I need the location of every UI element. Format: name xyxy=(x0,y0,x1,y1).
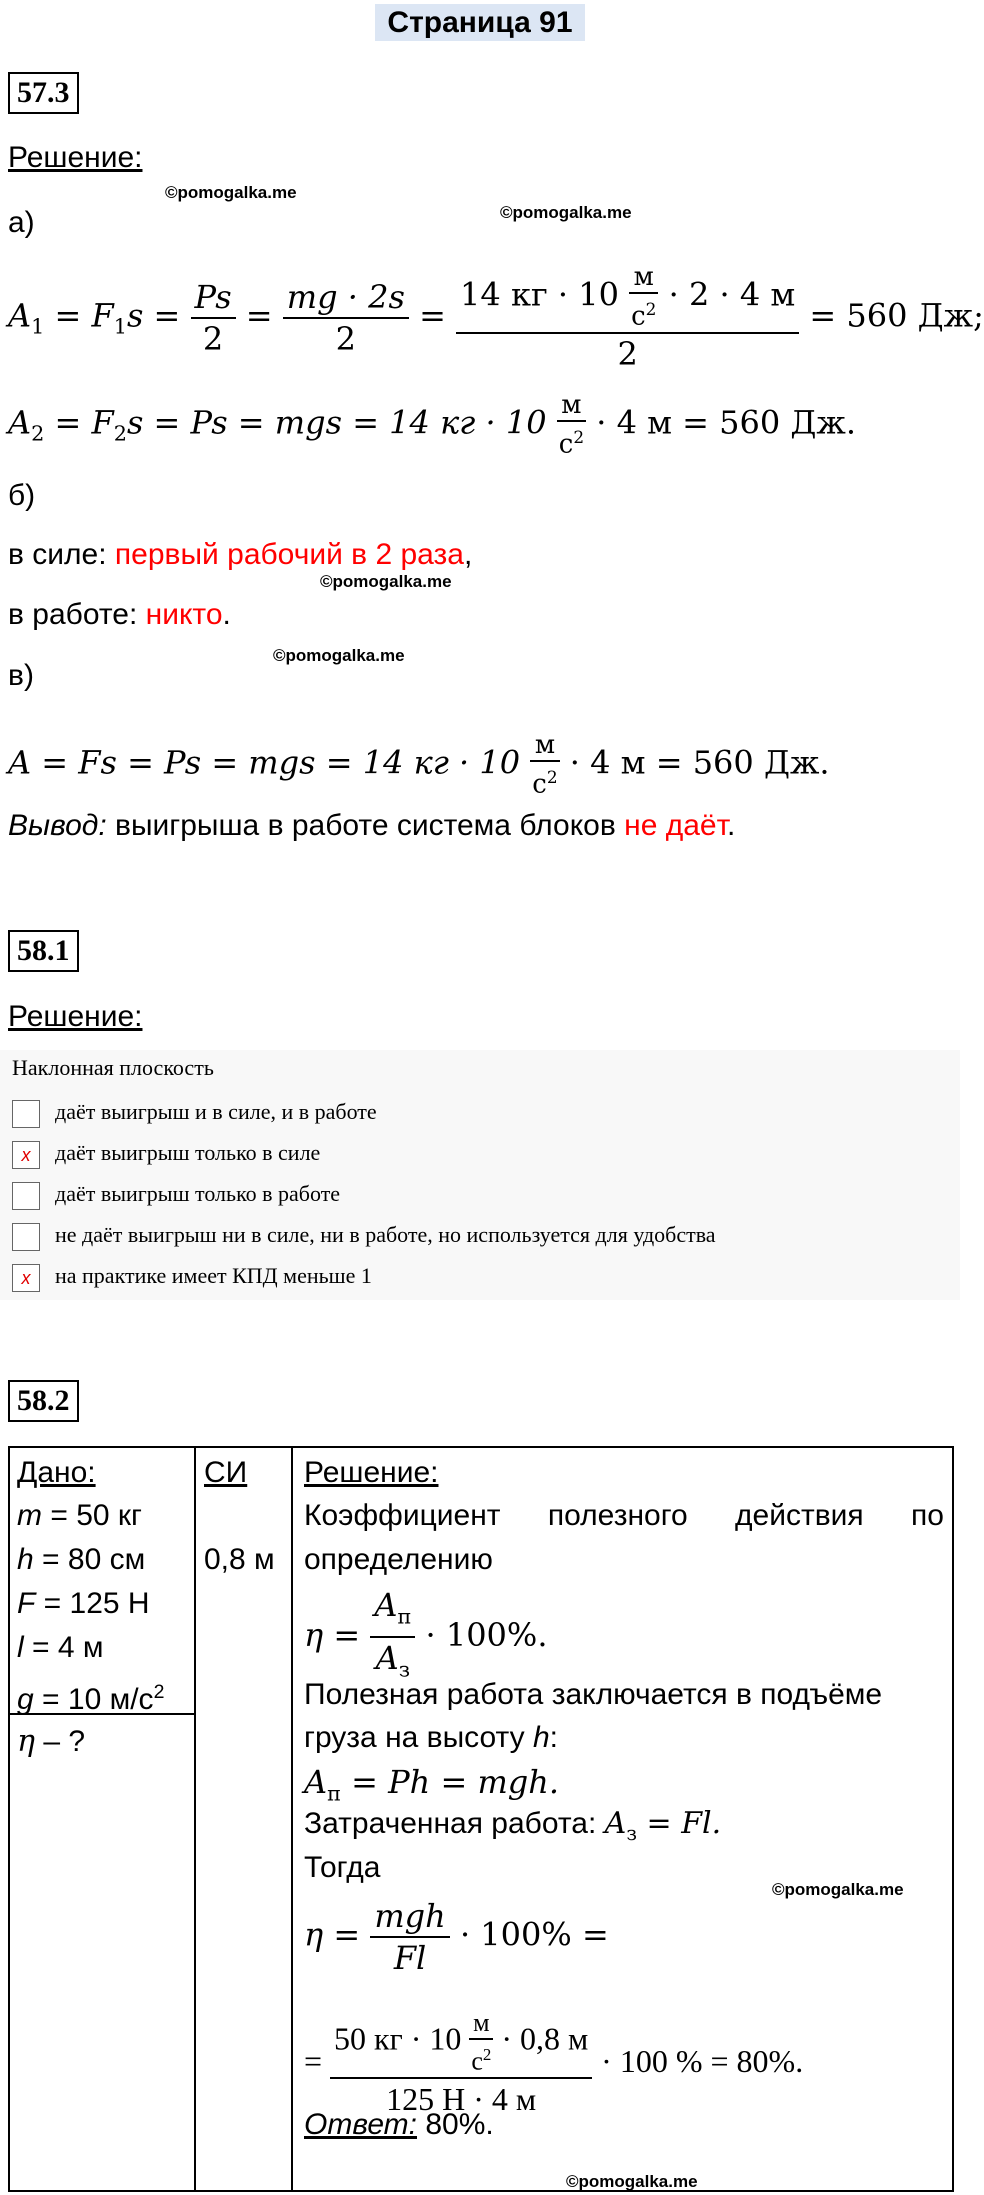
equation-work-2: $A_2 = F_2s = Ps$ = mgs = 14 кг · 10 м $с^2$ · 4 м = 560 Дж. xyxy=(8,390,857,460)
part-a-label: а) xyxy=(8,206,35,239)
table-divider xyxy=(291,1446,293,2192)
spent-work-line: Затраченная работа: $A_з = Fl$. xyxy=(304,1806,722,1845)
task-number-58-1: 58.1 xyxy=(8,930,79,972)
efficiency-formula-2: η = $\frac{\text{mgh}}{Fl}$ · 100% = xyxy=(304,1897,609,1977)
solution-text: груза на высоту h: xyxy=(304,1721,558,1754)
checklist-item-label: даёт выигрыш и в силе, и в работе xyxy=(55,1099,377,1124)
watermark: ©pomogalka.me xyxy=(273,646,405,665)
checkbox[interactable] xyxy=(12,1182,40,1210)
given-item: g = 10 $м/с^2$ xyxy=(17,1681,165,1716)
solution-text: Коэффициент полезного действия по xyxy=(304,1499,944,1532)
checklist-item-label: не даёт выигрыш ни в силе, ни в работе, но используется для удобства xyxy=(55,1222,716,1247)
checkbox[interactable]: x xyxy=(12,1141,40,1169)
equation-work-3: A = Fs = Ps = mgs = 14 кг · 10 м $с^2$ · 4 м = 560 Дж. xyxy=(8,730,830,800)
conclusion-line: Вывод: выигрыша в работе система блоков не даёт. xyxy=(8,809,736,842)
solution-text: Полезная работа заключается в подъёме xyxy=(304,1678,883,1711)
given-item: m = 50 кг xyxy=(17,1499,142,1532)
solution-text: Тогда xyxy=(304,1851,381,1884)
solution-text: определению xyxy=(304,1543,493,1576)
force-answer-line: в силе: первый рабочий в 2 раза, xyxy=(8,538,473,571)
useful-work-formula: $A_п = Ph$ = mgh. xyxy=(304,1763,560,1806)
solution-label-58-1: Решение: xyxy=(8,1000,143,1033)
watermark: ©pomogalka.me xyxy=(566,2172,698,2191)
final-calculation: = 50 кг · 10 м $с^2$ · 0,8 м 125 Н · 4 м · 100 % = 80%. xyxy=(304,2008,804,2117)
equation-work-1: $A_1 = F_1s$ = $\frac{Ps}{2}$ = $\frac{mg \cdot 2s}{2}$ = 14 кг · 10 м $с^2$ · 2 · 4 м 2 = 560 Дж; xyxy=(8,262,984,373)
task-number-58-2: 58.2 xyxy=(8,1380,79,1422)
part-v-label: в) xyxy=(8,659,34,692)
watermark: ©pomogalka.me xyxy=(500,203,632,222)
checklist-item-label: даёт выигрыш только в силе xyxy=(55,1140,321,1165)
part-b-label: б) xyxy=(8,479,36,512)
table-divider xyxy=(194,1446,196,2192)
given-item: l = 4 м xyxy=(17,1631,104,1664)
given-item: h = 80 см xyxy=(17,1543,146,1576)
page-title: Страница 91 xyxy=(0,6,960,40)
checklist-item-label: на практике имеет КПД меньше 1 xyxy=(55,1263,372,1288)
checkbox[interactable] xyxy=(12,1223,40,1251)
watermark: ©pomogalka.me xyxy=(772,1880,904,1899)
efficiency-formula: η = $\frac{A_п}{A_з}$ · 100%. xyxy=(304,1586,548,1682)
given-header: Дано: xyxy=(17,1456,96,1489)
watermark: ©pomogalka.me xyxy=(165,183,297,202)
checkbox[interactable] xyxy=(12,1100,40,1128)
checkbox[interactable]: x xyxy=(12,1264,40,1292)
watermark: ©pomogalka.me xyxy=(320,572,452,591)
checklist-item-label: даёт выигрыш только в работе xyxy=(55,1181,341,1206)
si-header: СИ xyxy=(204,1456,248,1489)
checklist-title: Наклонная плоскость xyxy=(12,1055,214,1080)
given-item: F = 125 Н xyxy=(17,1587,150,1620)
answer-line: Ответ: 80%. xyxy=(304,2108,494,2141)
find-item: η – ? xyxy=(17,1724,86,1759)
solution-label-57-3: Решение: xyxy=(8,141,143,174)
si-value: 0,8 м xyxy=(204,1543,275,1576)
solution-header: Решение: xyxy=(304,1456,439,1489)
task-number-57-3: 57.3 xyxy=(8,72,79,114)
work-answer-line: в работе: никто. xyxy=(8,598,231,631)
